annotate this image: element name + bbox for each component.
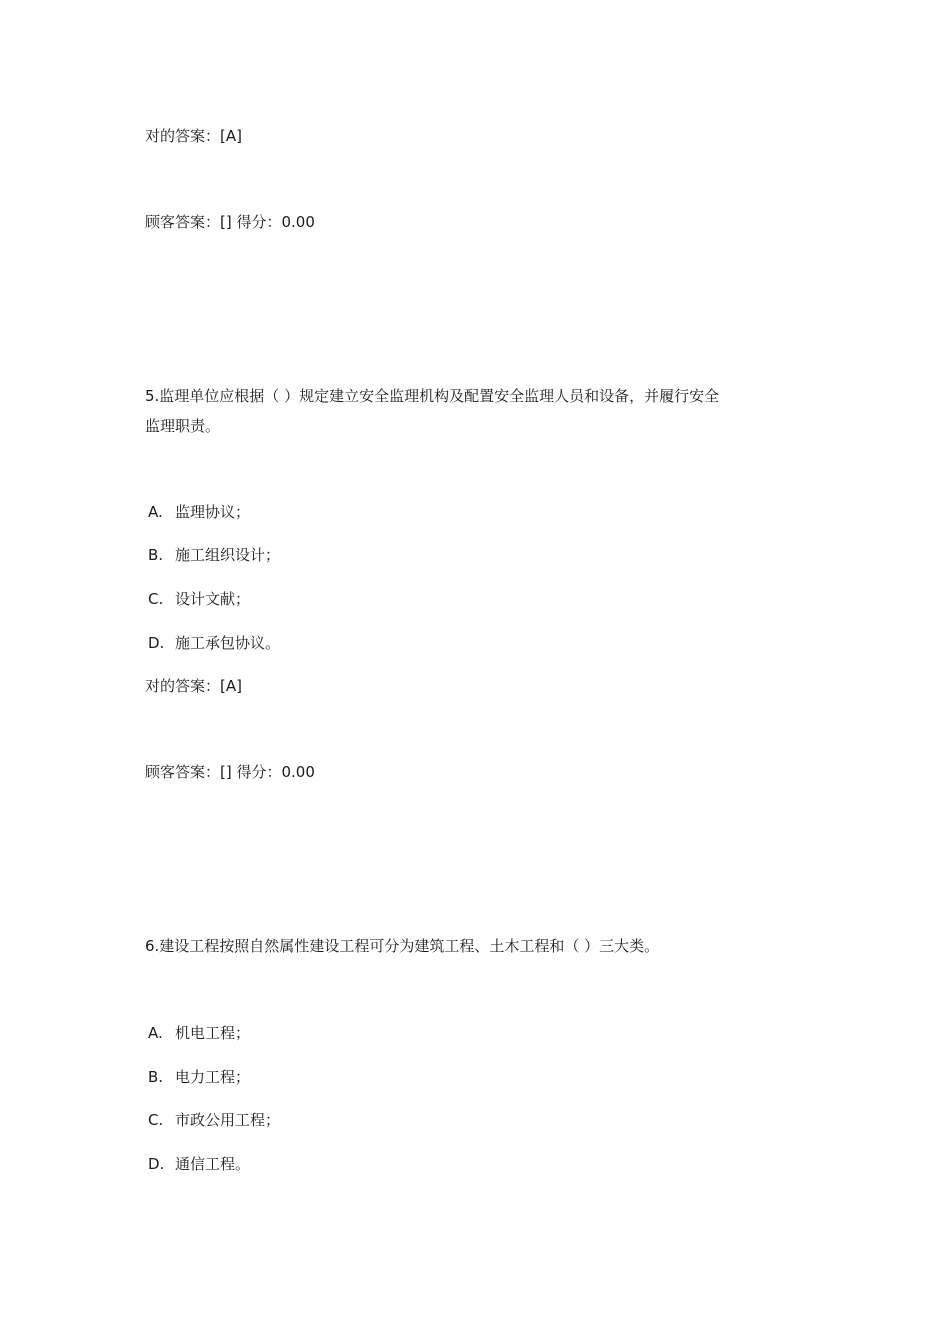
- question-5-correct-answer: 对的答案：[A]: [145, 677, 242, 695]
- question-5-option-d: [148, 633, 280, 653]
- customer-answer-prev: 顾客答案：[] 得分：0.00: [145, 213, 315, 231]
- correct-answer-prev: 对的答案：[A]: [145, 127, 242, 145]
- option-text: 市政公用工程；: [175, 1111, 281, 1129]
- question-5-option-b: [148, 545, 280, 565]
- question-5-stem-line2: 监理职责。: [145, 417, 221, 435]
- option-letter: D.: [148, 634, 165, 652]
- option-letter: A.: [148, 503, 163, 521]
- question-5-option-a: [148, 502, 250, 522]
- question-6-option-d: [148, 1154, 250, 1174]
- question-6-option-b: [148, 1067, 250, 1087]
- question-6-option-a: [148, 1023, 250, 1043]
- option-text: 电力工程；: [175, 1068, 251, 1086]
- option-text: 通信工程。: [175, 1155, 251, 1173]
- question-6-option-c: [148, 1110, 280, 1130]
- option-text: 设计文献；: [175, 590, 251, 608]
- option-text: 监理协议；: [175, 503, 251, 521]
- option-text: 机电工程；: [175, 1024, 251, 1042]
- option-letter: D.: [148, 1155, 165, 1173]
- option-letter: C.: [148, 590, 164, 608]
- option-text: 施工组织设计；: [175, 546, 281, 564]
- option-text: 施工承包协议。: [175, 634, 281, 652]
- question-5-option-c: [148, 589, 250, 609]
- question-5-customer-answer: 顾客答案：[] 得分：0.00: [145, 763, 315, 781]
- option-letter: B.: [148, 546, 164, 564]
- question-5-stem-line1: 5.监理单位应根据（ ）规定建立安全监理机构及配置安全监理人员和设备，并履行安全: [145, 387, 720, 405]
- question-6-stem: 6.建设工程按照自然属性建设工程可分为建筑工程、土木工程和（ ）三大类。: [145, 937, 660, 955]
- option-letter: C.: [148, 1111, 164, 1129]
- option-letter: A.: [148, 1024, 163, 1042]
- option-letter: B.: [148, 1068, 164, 1086]
